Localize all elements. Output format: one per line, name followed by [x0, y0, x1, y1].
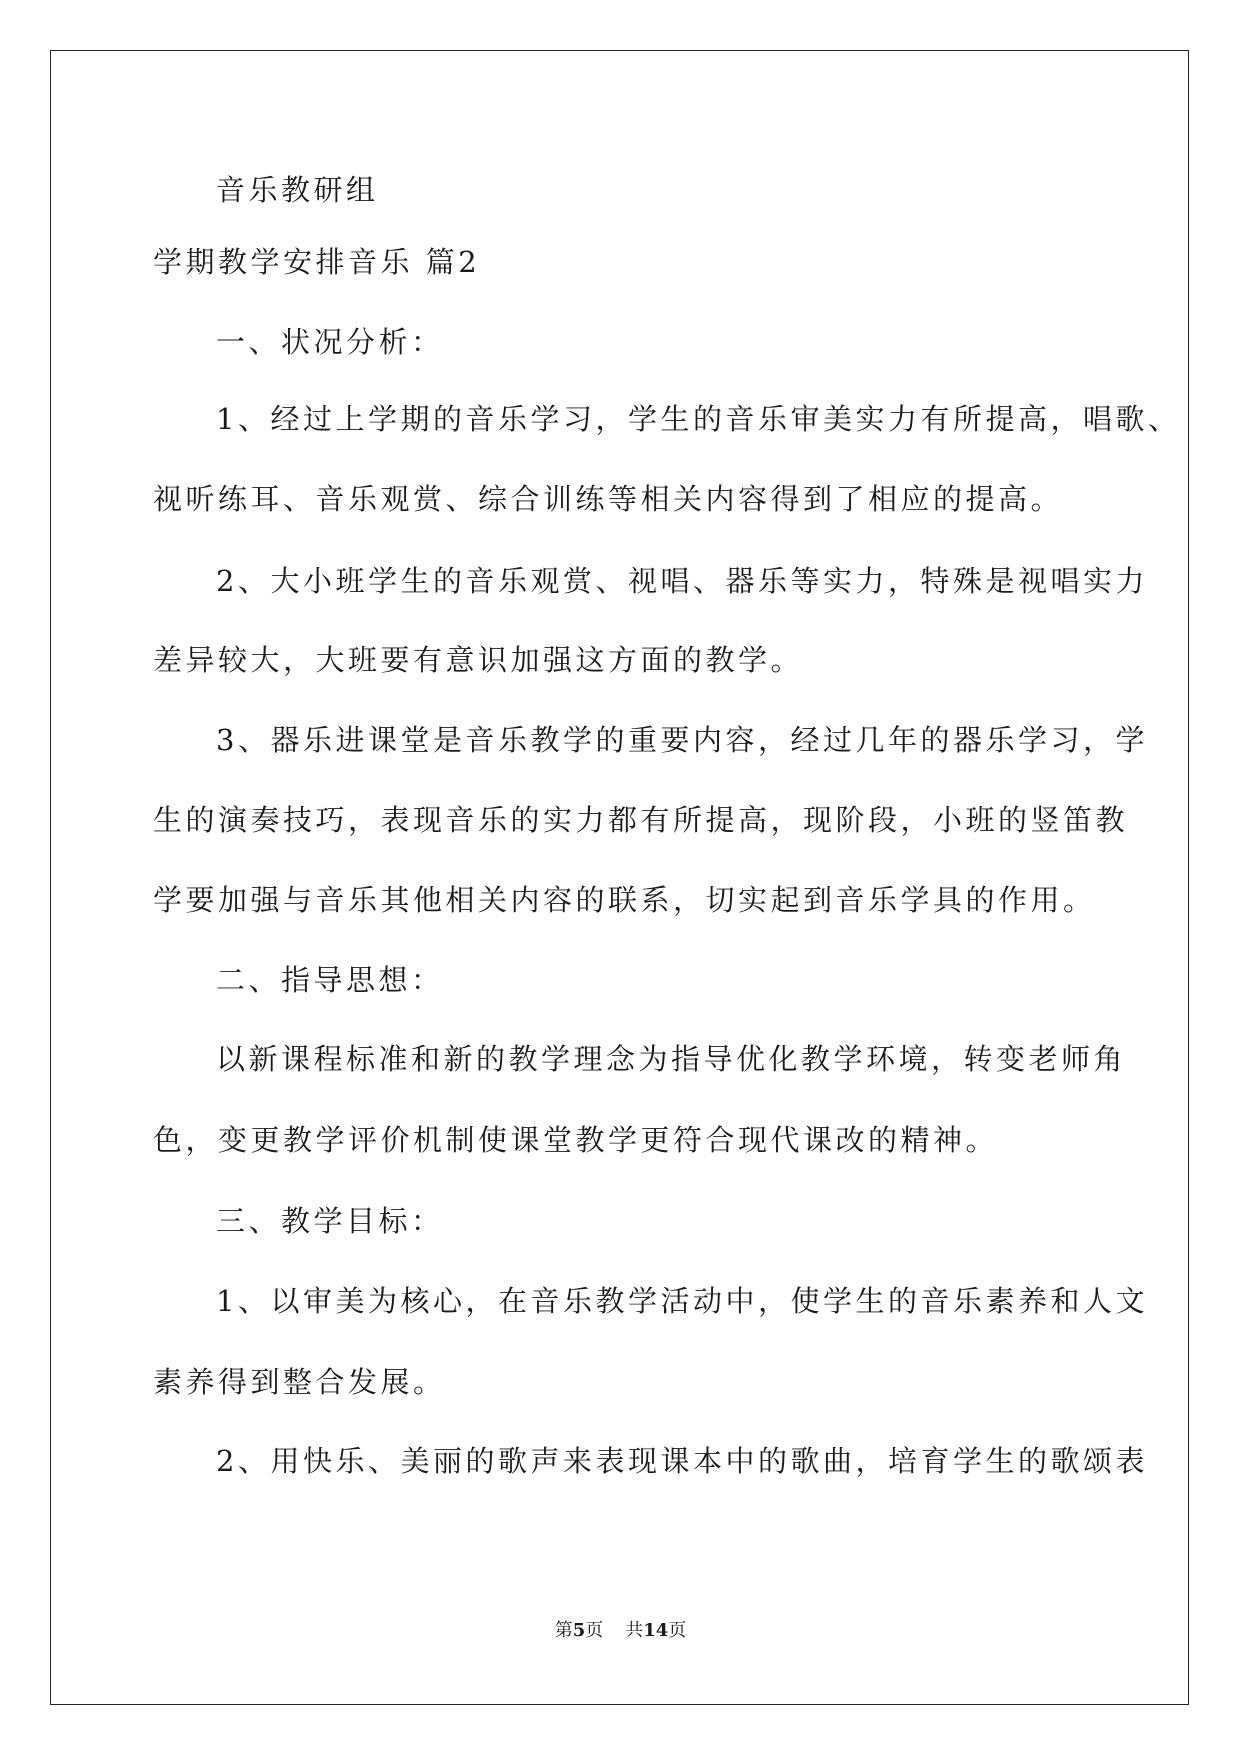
paragraph-line: 2、用快乐、美丽的歌声来表现课本中的歌曲，培育学生的歌颂表	[216, 1444, 1148, 1478]
paragraph-line: 3、器乐进课堂是音乐教学的重要内容，经过几年的器乐学习，学	[216, 723, 1148, 757]
footer-total-pages: 14	[643, 1620, 669, 1641]
paragraph-line: 素养得到整合发展。	[153, 1365, 446, 1399]
paragraph-line: 以新课程标准和新的教学理念为指导优化教学环境，转变老师角	[216, 1042, 1127, 1076]
paragraph-line: 学要加强与音乐其他相关内容的联系，切实起到音乐学具的作用。	[153, 883, 1096, 917]
heading-situation-analysis: 一、状况分析：	[216, 325, 444, 359]
page-footer	[0, 1622, 1241, 1640]
heading-teaching-goals: 三、教学目标：	[216, 1204, 444, 1238]
paragraph-line: 视听练耳、音乐观赏、综合训练等相关内容得到了相应的提高。	[153, 482, 1064, 516]
section-heading: 学期教学安排音乐 篇2	[153, 245, 481, 279]
paragraph-line: 1、经过上学期的音乐学习，学生的音乐审美实力有所提高，唱歌、	[216, 402, 1181, 436]
heading-guiding-ideology: 二、指导思想：	[216, 963, 444, 997]
paragraph-line: 差异较大，大班要有意识加强这方面的教学。	[153, 643, 804, 677]
footer-total-prefix: 共	[625, 1620, 644, 1641]
paragraph-line: 色，变更教学评价机制使课堂教学更符合现代课改的精神。	[153, 1123, 999, 1157]
footer-total-suffix: 页	[668, 1620, 687, 1641]
footer-page-number: 5	[572, 1620, 586, 1641]
department-signature: 音乐教研组	[216, 173, 379, 207]
paragraph-line: 2、大小班学生的音乐观赏、视唱、器乐等实力，特殊是视唱实力	[216, 564, 1148, 598]
footer-page-suffix: 页	[585, 1620, 604, 1641]
paragraph-line: 生的演奏技巧，表现音乐的实力都有所提高，现阶段，小班的竖笛教	[153, 803, 1129, 837]
footer-page-prefix: 第	[554, 1620, 573, 1641]
paragraph-line: 1、以审美为核心，在音乐教学活动中，使学生的音乐素养和人文	[216, 1284, 1148, 1318]
